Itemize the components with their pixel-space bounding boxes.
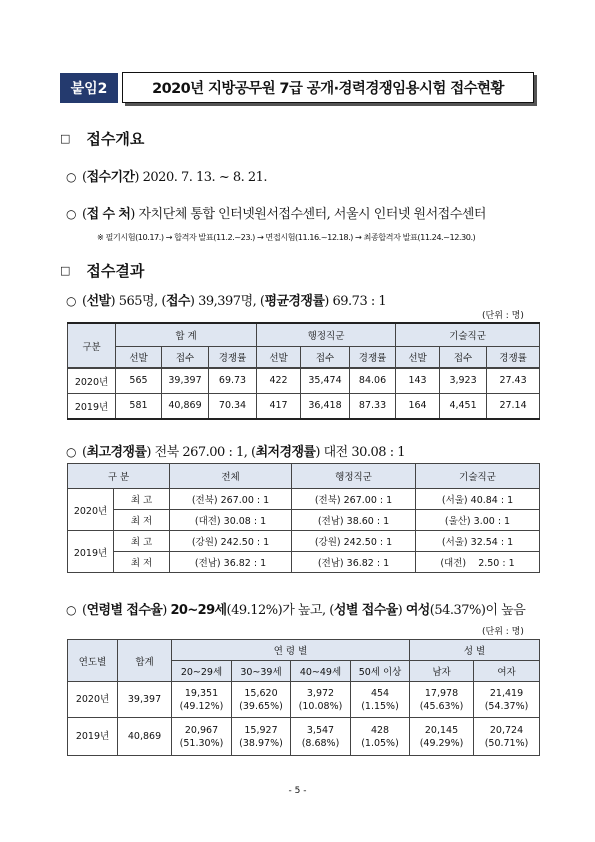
cell	[474, 718, 540, 756]
percent: (1.05%)	[361, 737, 399, 749]
circle-bullet-icon: ○	[66, 603, 76, 617]
sex-rate-group: 여성	[405, 603, 430, 618]
row-year: 2020년	[68, 489, 114, 531]
count: 21,419	[489, 687, 524, 699]
cell: (강원) 242.50 : 1	[170, 531, 292, 552]
header-tech: 기술직군	[396, 323, 540, 346]
highest-value: 전북 267.00 : 1,	[154, 445, 248, 460]
row-total: 39,397	[118, 682, 172, 718]
cell: 69.73	[209, 368, 257, 393]
table-row	[68, 510, 540, 531]
circle-bullet-icon: ○	[66, 445, 76, 459]
avg-ratio-label: 평균경쟁률	[264, 294, 325, 309]
cell: 164	[396, 393, 440, 419]
cell: 27.14	[487, 393, 540, 419]
cell: (울산) 3.00 : 1	[416, 510, 540, 531]
cell: (서울) 40.84 : 1	[416, 489, 540, 510]
subheader: 선발	[396, 346, 440, 368]
count: 19,351	[184, 687, 219, 699]
count: 428	[370, 724, 390, 736]
percent: (49.12%)	[179, 700, 224, 712]
subheader: 경쟁률	[487, 346, 540, 368]
period-label: 접수기간	[86, 170, 135, 185]
cell: (전남) 36.82 : 1	[170, 552, 292, 573]
header-admin: 행정직군	[257, 323, 396, 346]
cell	[172, 718, 232, 756]
ratio-table	[67, 463, 540, 573]
cell: 581	[116, 393, 162, 419]
percent: (8.68%)	[301, 737, 340, 749]
subheader: 경쟁률	[350, 346, 396, 368]
percent: (45.63%)	[419, 700, 464, 712]
selection-value: 565명,	[118, 294, 158, 309]
header-sex: 성 별	[410, 640, 540, 661]
row-year: 2020년	[68, 368, 116, 393]
subheader: 접수	[162, 346, 209, 368]
place-value: 자치단체 통합 인터넷원서접수센터, 서울시 인터넷 원서접수센터	[138, 207, 486, 222]
subheader: 40~49세	[291, 661, 351, 682]
cell: 422	[257, 368, 301, 393]
count: 3,547	[306, 724, 335, 736]
age-sex-table	[67, 639, 540, 756]
table-row	[68, 393, 540, 419]
age-rate-label: 연령별 접수율	[86, 603, 163, 618]
cell: 143	[396, 368, 440, 393]
circle-bullet-icon: ○	[66, 170, 76, 184]
cell: 4,451	[440, 393, 487, 419]
subheader: 30~39세	[232, 661, 291, 682]
square-bullet-icon: □	[60, 132, 71, 145]
cell: 87.33	[350, 393, 396, 419]
avg-ratio-value: 69.73 : 1	[332, 294, 387, 309]
row-kind: 최 저	[114, 510, 170, 531]
subheader: 50세 이상	[351, 661, 410, 682]
table-row	[68, 368, 540, 393]
selection-label: 선발	[86, 294, 111, 309]
age-rate-value: (49.12%)가 높고,	[226, 603, 326, 618]
row-year: 2019년	[68, 531, 114, 573]
circle-bullet-icon: ○	[66, 294, 76, 308]
header-admin: 행정직군	[292, 464, 416, 489]
header-total: 합계	[118, 640, 172, 682]
percent: (39.65%)	[239, 700, 283, 712]
count: 15,927	[244, 724, 278, 736]
summary-line: ○ (선발) 565명, (접수) 39,397명, (평균경쟁률) 69.73 : 1	[66, 294, 387, 309]
period-line: ○ (접수기간) 2020. 7. 13. ~ 8. 21.	[66, 170, 268, 185]
lowest-label: 최저경쟁률	[255, 445, 316, 460]
overall-results-table	[67, 322, 540, 420]
count: 454	[370, 687, 390, 699]
section-title: 접수개요	[86, 130, 145, 148]
header-year: 연도별	[68, 640, 118, 682]
cell: (서울) 32.54 : 1	[416, 531, 540, 552]
sex-rate-value: (54.37%)이 높음	[429, 603, 526, 618]
place-label: 접 수 처	[86, 207, 131, 222]
document-title: 2020년 지방공무원 7급 공개·경력경쟁임용시험 접수현황	[122, 72, 534, 103]
header-gubun: 구분	[68, 323, 116, 368]
cell: 84.06	[350, 368, 396, 393]
cell: 27.43	[487, 368, 540, 393]
row-kind: 최 고	[114, 489, 170, 510]
cell: (전북) 267.00 : 1	[170, 489, 292, 510]
cell: 40,869	[162, 393, 209, 419]
sex-rate-label: 성별 접수율	[333, 603, 398, 618]
row-year: 2019년	[68, 718, 118, 756]
cell	[351, 682, 410, 718]
subheader: 접수	[440, 346, 487, 368]
subheader: 여자	[474, 661, 540, 682]
appendix-badge: 붙임2	[60, 73, 118, 103]
row-kind: 최 저	[114, 552, 170, 573]
age-sex-line: ○ (연령별 접수율) 20~29세(49.12%)가 높고, (성별 접수율) 여성(54.37%)이 높음	[66, 603, 526, 618]
count: 15,620	[244, 687, 278, 699]
percent: (38.97%)	[239, 737, 283, 749]
subheader: 20~29세	[172, 661, 232, 682]
age-rate-group: 20~29세	[170, 603, 227, 618]
cell: (전북) 267.00 : 1	[292, 489, 416, 510]
cell: (전남) 36.82 : 1	[292, 552, 416, 573]
percent: (54.37%)	[484, 700, 529, 712]
row-year: 2020년	[68, 682, 118, 718]
cell	[410, 682, 474, 718]
section-heading-overview	[60, 128, 144, 149]
percent: (50.71%)	[484, 737, 529, 749]
cell: 417	[257, 393, 301, 419]
count: 17,978	[424, 687, 459, 699]
count: 20,145	[424, 724, 459, 736]
row-kind: 최 고	[114, 531, 170, 552]
highest-label: 최고경쟁률	[86, 445, 147, 460]
applicants-label: 접수	[165, 294, 190, 309]
subheader: 선발	[257, 346, 301, 368]
row-total: 40,869	[118, 718, 172, 756]
cell: (전남) 38.60 : 1	[292, 510, 416, 531]
percent: (51.30%)	[179, 737, 224, 749]
table-row	[68, 552, 540, 573]
section-heading-results	[60, 260, 144, 281]
cell	[291, 718, 351, 756]
row-year: 2019년	[68, 393, 116, 419]
square-bullet-icon: □	[60, 264, 71, 277]
cell: 565	[116, 368, 162, 393]
header-age: 연 령 별	[172, 640, 410, 661]
lowest-value: 대전 30.08 : 1	[323, 445, 405, 460]
cell	[232, 718, 291, 756]
circle-bullet-icon: ○	[66, 207, 76, 221]
count: 3,972	[306, 687, 335, 699]
cell: (대전) 2.50 : 1	[416, 552, 540, 573]
percent: (10.08%)	[298, 700, 343, 712]
cell: 3,923	[440, 368, 487, 393]
subheader: 남자	[410, 661, 474, 682]
period-value: 2020. 7. 13. ~ 8. 21.	[142, 170, 268, 185]
ratio-line: ○ (최고경쟁률) 전북 267.00 : 1, (최저경쟁률) 대전 30.08 : 1	[66, 445, 405, 460]
unit-label: (단위 : 명)	[482, 627, 524, 637]
table-row	[68, 682, 540, 718]
cell: (대전) 30.08 : 1	[170, 510, 292, 531]
header-tech: 기술직군	[416, 464, 540, 489]
subheader: 선발	[116, 346, 162, 368]
cell: 36,418	[301, 393, 350, 419]
cell	[232, 682, 291, 718]
count: 20,967	[184, 724, 219, 736]
table-row	[68, 531, 540, 552]
percent: (49.29%)	[419, 737, 464, 749]
cell	[351, 718, 410, 756]
count: 20,724	[489, 724, 524, 736]
schedule-note: ※ 필기시험(10.17.) → 합격자 발표(11.2.~23.) → 면접시험(11.16.~12.18.) → 최종합격자 발표(11.24.~12.30.)	[97, 232, 476, 242]
subheader: 경쟁률	[209, 346, 257, 368]
place-line: ○ (접 수 처) 자치단체 통합 인터넷원서접수센터, 서울시 인터넷 원서접수센터	[66, 207, 486, 222]
cell	[474, 682, 540, 718]
cell: 35,474	[301, 368, 350, 393]
cell	[291, 682, 351, 718]
section-title: 접수결과	[86, 262, 145, 280]
cell: 70.34	[209, 393, 257, 419]
unit-label: (단위 : 명)	[482, 311, 524, 321]
cell	[172, 682, 232, 718]
header-gubun: 구 분	[68, 464, 170, 489]
header-all: 전체	[170, 464, 292, 489]
cell	[410, 718, 474, 756]
cell: 39,397	[162, 368, 209, 393]
table-row	[68, 489, 540, 510]
table-row	[68, 718, 540, 756]
cell: (강원) 242.50 : 1	[292, 531, 416, 552]
header-total: 합 계	[116, 323, 257, 346]
subheader: 접수	[301, 346, 350, 368]
page-number: - 5 -	[288, 786, 307, 796]
percent: (1.15%)	[361, 700, 399, 712]
applicants-value: 39,397명,	[198, 294, 257, 309]
